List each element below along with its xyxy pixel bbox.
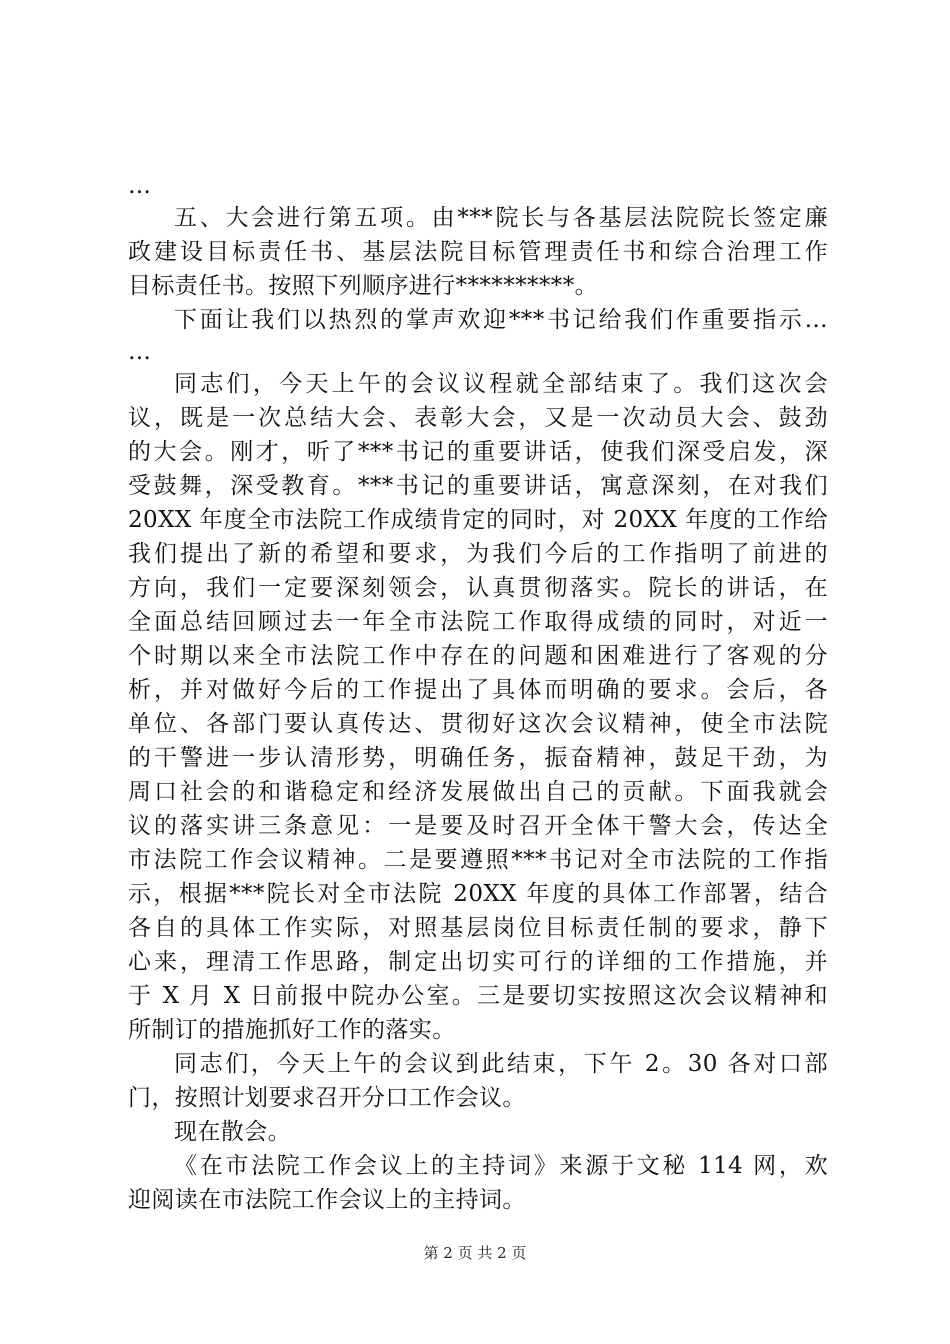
closing-paragraph-line-15: 市法院工作会议精神。二是要遵照***书记对全市法院的工作指: [128, 847, 828, 873]
closing-paragraph-line-9: 个时期以来全市法院工作中存在的问题和困难进行了客观的分: [128, 643, 828, 669]
closing-paragraph-line-11: 单位、各部门要认真传达、贯彻好这次会议精神，使全市法院: [128, 711, 828, 737]
welcome-line: 下面让我们以热烈的掌声欢迎***书记给我们作重要指示…: [174, 307, 828, 333]
source-note-line-1: 《在市法院工作会议上的主持词》来源于文秘 114 网，欢: [174, 1153, 828, 1179]
closing-paragraph-line-8: 全面总结回顾过去一年全市法院工作取得成绩的同时，对近一: [128, 609, 828, 635]
paragraph-5-line-3: 目标责任书。按照下列顺序进行**********。: [128, 273, 598, 299]
paragraph-5-line-1: 五、大会进行第五项。由***院长与各基层法院院长签定廉: [174, 205, 828, 231]
closing-paragraph-line-13: 周口社会的和谐稳定和经济发展做出自己的贡献。下面我就会: [128, 779, 828, 805]
ellipsis-line: …: [128, 173, 152, 199]
paragraph-5-line-2: 政建设目标责任书、基层法院目标管理责任书和综合治理工作: [128, 239, 828, 265]
afternoon-notice-line-2: 门，按照计划要求召开分口工作会议。: [128, 1085, 526, 1111]
closing-paragraph-line-1: 同志们，今天上午的会议议程就全部结束了。我们这次会: [174, 371, 828, 397]
closing-paragraph-line-14: 议的落实讲三条意见：一是要及时召开全体干警大会，传达全: [128, 813, 828, 839]
closing-paragraph-line-4: 受鼓舞，深受教育。***书记的重要讲话，寓意深刻，在对我们: [128, 473, 828, 499]
ellipsis-line-2: …: [128, 339, 152, 365]
closing-paragraph-line-5: 20XX 年度全市法院工作成绩肯定的同时，对 20XX 年度的工作给: [128, 507, 828, 533]
afternoon-notice-line-1: 同志们，今天上午的会议到此结束，下午 2。30 各对口部: [174, 1051, 828, 1077]
closing-paragraph-line-2: 议，既是一次总结大会、表彰大会，又是一次动员大会、鼓劲: [128, 405, 828, 431]
closing-paragraph-line-3: 的大会。刚才，听了***书记的重要讲话，使我们深受启发，深: [128, 439, 828, 465]
closing-paragraph-line-18: 心来，理清工作思路，制定出切实可行的详细的工作措施，并: [128, 949, 828, 975]
closing-paragraph-line-6: 我们提出了新的希望和要求，为我们今后的工作指明了前进的: [128, 541, 828, 567]
closing-paragraph-line-12: 的干警进一步认清形势，明确任务，振奋精神，鼓足干劲，为: [128, 745, 828, 771]
closing-paragraph-line-19: 于 X 月 X 日前报中院办公室。三是要切实按照这次会议精神和: [128, 983, 828, 1009]
closing-paragraph-line-7: 方向，我们一定要深刻领会，认真贯彻落实。院长的讲话，在: [128, 575, 828, 601]
adjourn-line: 现在散会。: [174, 1119, 291, 1145]
source-note-line-2: 迎阅读在市法院工作会议上的主持词。: [128, 1187, 526, 1213]
page-footer: 第 2 页 共 2 页: [423, 1244, 527, 1262]
closing-paragraph-line-10: 析，并对做好今后的工作提出了具体而明确的要求。会后，各: [128, 677, 828, 703]
closing-paragraph-line-16: 示，根据***院长对全市法院 20XX 年度的具体工作部署，结合: [128, 881, 828, 907]
closing-paragraph-line-20: 所制订的措施抓好工作的落实。: [128, 1017, 456, 1043]
closing-paragraph-line-17: 各自的具体工作实际，对照基层岗位目标责任制的要求，静下: [128, 915, 828, 941]
